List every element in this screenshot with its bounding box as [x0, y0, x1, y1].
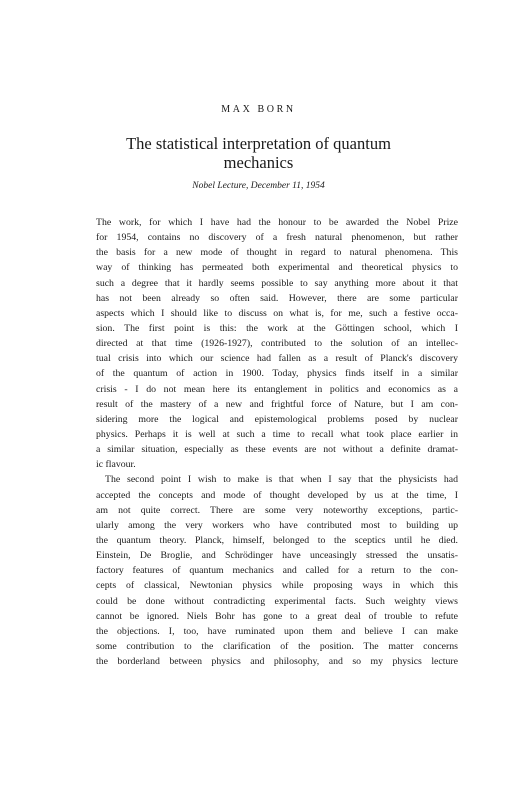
text-line: factory features of quantum mechanics and called for a return to the con-: [96, 565, 458, 577]
text-line: the basis for a new mode of thought in regard to natural phenomena. This: [96, 247, 458, 259]
text-line: am not quite correct. There are some very noteworthy exceptions, partic-: [96, 504, 458, 516]
body-text: [96, 215, 458, 669]
text-line: of the quantum of action in 1900. Today, physics finds itself in a similar: [96, 368, 458, 380]
text-line: could be done without contradicting experimental facts. Such weighty views: [96, 595, 458, 607]
text-line: sion. The first point is this: the work at the Göttingen school, which I: [96, 322, 458, 334]
text-line: The second point I wish to make is that when I say that the physicists had: [105, 474, 458, 486]
text-line: the objections. I, too, have ruminated upon them and believe I can make: [96, 625, 458, 637]
author-name: MAX BORN: [221, 104, 296, 115]
lecture-subtitle: Nobel Lecture, December 11, 1954: [192, 181, 325, 191]
paragraph: [96, 472, 458, 669]
text-line: some contribution to the clarification of the position. The matter concerns: [96, 640, 458, 652]
text-line: result of the mastery of a new and frightful force of Nature, but I am con-: [96, 398, 458, 410]
text-line: such a degree that it hardly seems possible to say anything more about it that: [96, 277, 458, 289]
text-line: ularly among the very workers who have contributed most to building up: [96, 519, 458, 531]
text-line: a similar situation, especially as these events are not without a definite dramat-: [96, 444, 458, 456]
text-line: crisis - I do not mean here its entanglement in politics and economics as a: [96, 383, 458, 395]
text-line: physics. Perhaps it is well at such a time to recall what took place earlier in: [96, 428, 458, 440]
text-line: the quantum theory. Planck, himself, belonged to the sceptics until he died.: [96, 534, 458, 546]
text-line: the borderland between physics and philosophy, and so my physics lecture: [96, 656, 458, 668]
text-line: for 1954, contains no discovery of a fresh natural phenomenon, but rather: [96, 232, 458, 244]
text-line: Einstein, De Broglie, and Schrödinger have unceasingly stressed the unsatis-: [96, 550, 458, 562]
text-line: aspects which I should like to discuss on what is, for me, such a festive occa-: [96, 307, 458, 319]
text-line: The work, for which I have had the honour to be awarded the Nobel Prize: [96, 217, 458, 228]
text-line: tual crisis into which our science had fallen as a result of Planck's discovery: [96, 353, 458, 365]
text-line: accepted the concepts and mode of thought developed by us at the time, I: [96, 489, 458, 501]
text-line: way of thinking has permeated both experimental and theoretical physics to: [96, 262, 458, 274]
text-line: cepts of classical, Newtonian physics while proposing ways in which this: [96, 580, 458, 592]
text-line: sidering more the logical and epistemological problems posed by nuclear: [96, 413, 458, 425]
paper-title: The statistical interpretation of quantum mechanics: [126, 134, 391, 172]
text-line: directed at that time (1926-1927), contributed to the solution of an intellec-: [96, 338, 458, 350]
text-line: ic flavour.: [96, 459, 136, 471]
text-line: cannot be ignored. Niels Bohr has gone to a great deal of trouble to refute: [96, 610, 458, 622]
text-line: has not been already so often said. However, there are some particular: [96, 292, 458, 304]
paragraph: [96, 215, 458, 472]
